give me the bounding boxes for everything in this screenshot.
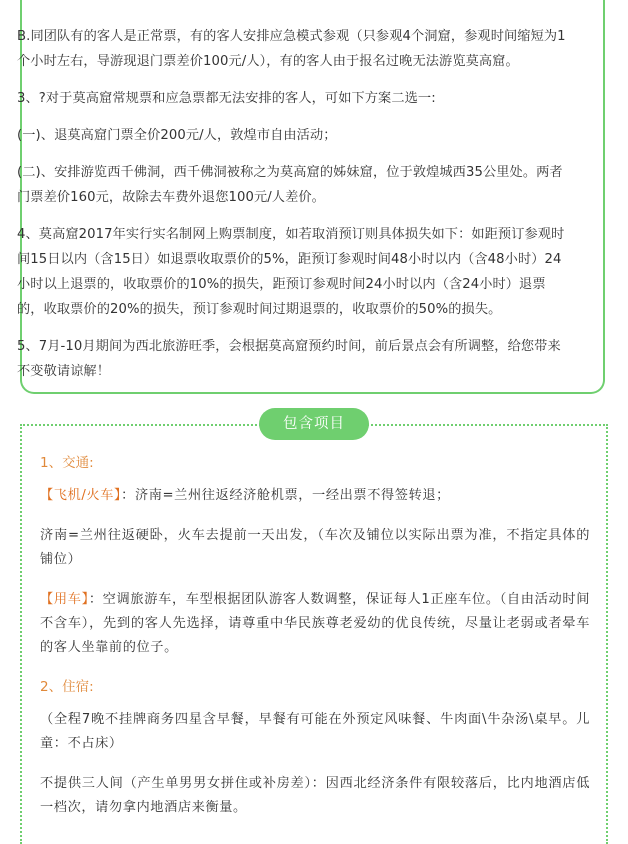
transport-car bbox=[40, 588, 590, 660]
notice-content bbox=[17, 24, 572, 396]
notice-item-3: 3、?对于莫高窟常规票和应急票都无法安排的客人，可如下方案二选一: bbox=[17, 91, 436, 106]
tag-flight-train: 【飞机/火车】 bbox=[40, 488, 122, 503]
car-text: ：空调旅游车，车型根据团队游客人数调整，保证每人1正座车位。（自由活动时间不含车），先到的客人先选择，请尊重中华民族尊老爱幼的优良传统，尽量让老弱或者晕车的客人坐靠前的位子。 bbox=[40, 592, 590, 655]
include-content bbox=[40, 452, 590, 836]
notice-item-5: 5、7月-10月期间为西北旅游旺季，会根据莫高窟预约时间，前后景点会有所调整，给您带来不变敬请谅解！ bbox=[17, 339, 561, 379]
transport-train-detail: 济南=兰州往返硬卧，火车去提前一天出发，（车次及铺位以实际出票为准，不指定具体的铺位） bbox=[40, 528, 590, 567]
section-heading-transport: 1、交通: bbox=[40, 455, 94, 471]
include-section-label: 包含项目 bbox=[259, 408, 369, 440]
transport-flight-train bbox=[40, 484, 590, 508]
tag-car: 【用车】 bbox=[40, 592, 89, 607]
notice-item-b: B.同团队有的客人是正常票，有的客人安排应急模式参观（只参观4个洞窟，参观时间缩短为1个小时左右，导游现退门票差价100元/人），有的客人由于报名过晚无法游览莫高窟。 bbox=[17, 29, 566, 69]
notice-item-3-option-1: (一)、退莫高窟门票全价200元/人，敦煌市自由活动； bbox=[17, 128, 337, 143]
accommodation-detail-2: 不提供三人间（产生单男男女拼住或补房差）：因西北经济条件有限较落后，比内地酒店低一档次，请勿拿内地酒店来衡量。 bbox=[40, 776, 590, 815]
accommodation-detail-1: （全程7晚不挂牌商务四星含早餐，早餐有可能在外预定风味餐、牛肉面\牛杂汤\桌早。儿童：不占床） bbox=[40, 712, 590, 751]
notice-item-4: 4、莫高窟2017年实行实名制网上购票制度，如若取消预订则具体损失如下：如距预订参观时间15日以内（含15日）如退票收取票价的5%，距预订参观时间48小时以内（含48小时）24小时以上退票的，收取票价的10%的损失，距预订参观时间24小时以内（含24小时）退票的，收取票价的20%的损失，预订参观时间过期退票的，收取票价的50%的损失。 bbox=[17, 227, 565, 317]
flight-train-text: ：济南=兰州往返经济舱机票，一经出票不得签转退； bbox=[121, 488, 450, 503]
section-heading-accommodation: 2、住宿: bbox=[40, 679, 94, 695]
notice-item-3-option-2: (二)、安排游览西千佛洞，西千佛洞被称之为莫高窟的姊妹窟，位于敦煌城西35公里处。两者门票差价160元，故除去车费外退您100元/人差价。 bbox=[17, 165, 563, 205]
